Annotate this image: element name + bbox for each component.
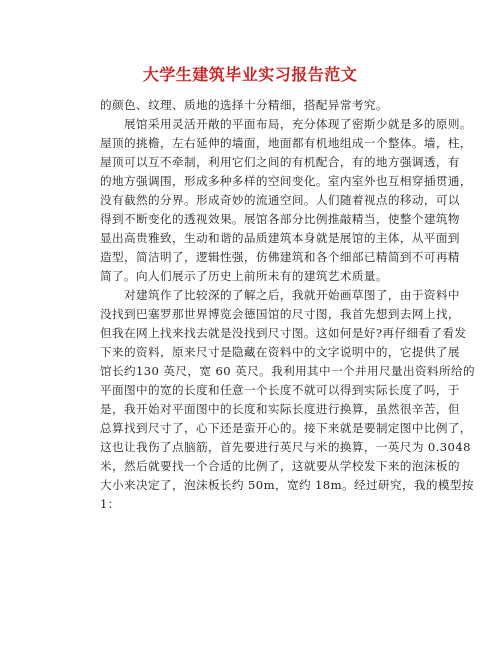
body-line: 屋顶的挑檐，左右延伸的墙面，地面都有机地组成一个整体。墙，柱，: [100, 136, 472, 150]
body-line: 屋顶可以互不牵制，利用它们之间的有机配合，有的地方强调透，有: [100, 155, 460, 169]
body-line: 没找到巴塞罗那世界博览会德国馆的尺寸图，我首先想到去网上找，: [100, 307, 460, 321]
body-line: 米，然后就要找一个合适的比例了，这就要从学校发下来的泡沫板的: [100, 459, 460, 473]
body-line: 的地方强调围，形成多种多样的空间变化。室内室外也互相穿插贯通，: [100, 174, 472, 188]
body-line: 造型，简洁明了，逻辑性强，仿佛建筑和各个细部已精简到不可再精: [100, 250, 460, 264]
body-line: 得到不断变化的透视效果。展馆各部分比例推敲精当，使整个建筑物: [100, 212, 460, 226]
body-line: 简了。向人们展示了历史上前所未有的建筑艺术质量。: [100, 269, 388, 283]
document-body: [100, 96, 475, 514]
body-line: 但我在网上找来找去就是没找到尺寸图。这如何是好?再仔细看了看发: [100, 326, 467, 340]
body-line: 这也让我伤了点脑筋，首先要进行英尺与米的换算，一英尺为 0.3048: [100, 440, 471, 454]
body-line: 是，我开始对平面图中的长度和实际长度进行换算，虽然很辛苦，但: [100, 402, 460, 416]
body-line: 大小来决定了，泡沫板长约 50m，宽约 18m。经过研究，我的模型按: [100, 478, 474, 492]
paragraph-start: 对建筑作了比较深的了解之后，我就开始画草图了，由于资料中: [100, 288, 460, 302]
body-line: 下来的资料，原来尺寸是隐藏在资料中的文字说明中的，它提供了展: [100, 345, 460, 359]
body-line: 总算找到尺寸了，心下还是蛮开心的。接下来就是要制定图中比例了，: [100, 421, 472, 435]
paragraph-start: 展馆采用灵活开敞的平面布局，充分体现了密斯少就是多的原则。: [100, 117, 472, 131]
body-line: 显出高贵雅致，生动和谐的品质建筑本身就是展馆的主体，从平面到: [100, 231, 460, 245]
body-line: 没有截然的分界。形成奇妙的流通空间。人们随着视点的移动，可以: [100, 193, 460, 207]
body-line: 1：: [100, 497, 120, 511]
body-line: 的颜色、纹理、质地的选择十分精细，搭配异常考究。: [100, 98, 388, 112]
body-line: 平面图中的宽的长度和任意一个长度不就可以得到实际长度了吗，于: [100, 383, 460, 397]
body-line: 馆长约130 英尺，宽 60 英尺。我利用其中一个并用尺量出资料所给的: [100, 364, 475, 378]
document-title: 大学生建筑毕业实习报告范文: [142, 65, 358, 84]
